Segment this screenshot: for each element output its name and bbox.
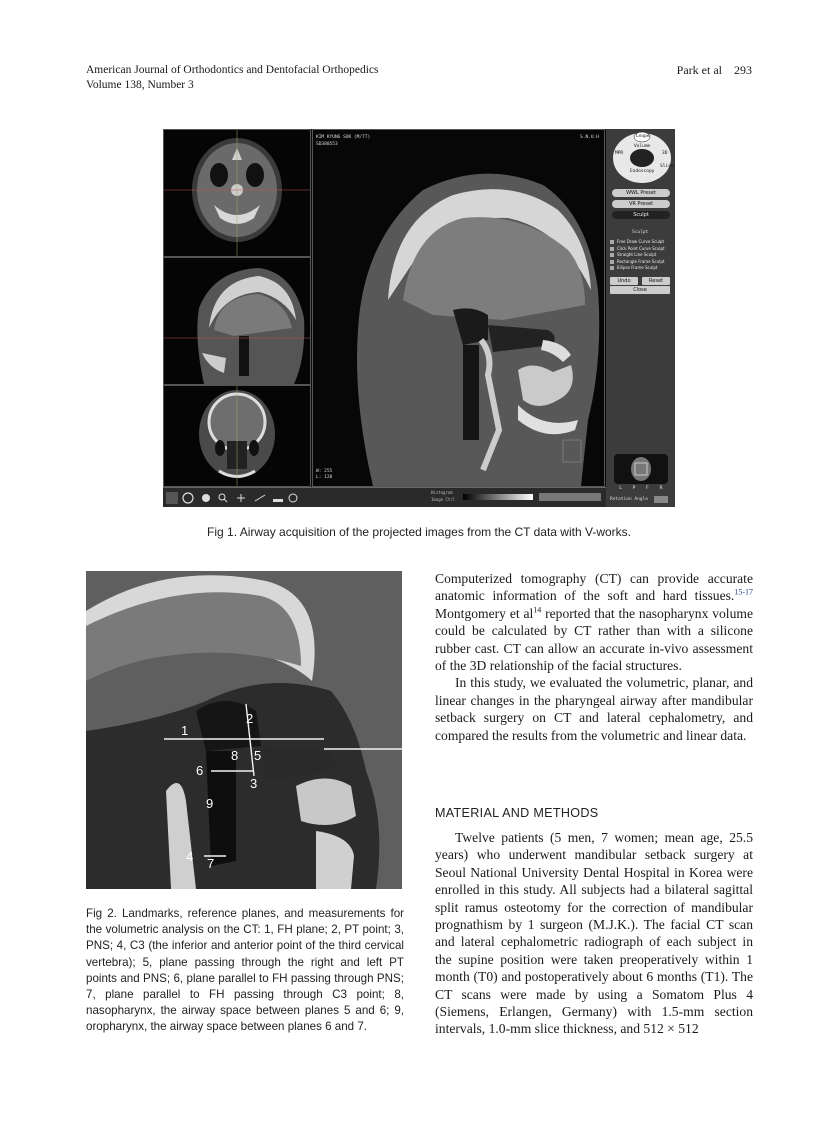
- window-level-readout: L: 128: [316, 475, 333, 480]
- thumbnail-views: [163, 129, 311, 487]
- window-level-slider[interactable]: [463, 494, 533, 500]
- landmark-label-4: 4: [186, 849, 194, 864]
- sculpt-option[interactable]: Straight Line Sculpt: [610, 252, 672, 259]
- mode-mpr-button[interactable]: MPR: [615, 151, 624, 156]
- sculpt-options-list: [610, 239, 672, 272]
- wwl-preset-button[interactable]: WWL Preset: [612, 189, 670, 197]
- author-running-head: Park et al: [676, 63, 722, 77]
- mode-loupe-button[interactable]: Loupe: [636, 134, 650, 139]
- sagittal-ct-landmarks-image: [86, 571, 402, 889]
- axial-ct-image: [164, 130, 310, 256]
- sculpt-option[interactable]: Rectangle Frame Sculpt: [610, 259, 672, 266]
- mode-wheel-icon: [612, 131, 672, 185]
- orientation-r-button[interactable]: R: [659, 486, 663, 491]
- navigation-cube[interactable]: [614, 454, 668, 484]
- orientation-f-button[interactable]: F: [646, 486, 649, 491]
- sagittal-ct-image: [164, 258, 310, 384]
- rotation-angle-input[interactable]: [654, 496, 668, 503]
- figure-1-caption: Fig 1. Airway acquisition of the projected images from the CT data with V-works.: [207, 525, 631, 539]
- mode-volume-button[interactable]: Volume: [634, 144, 651, 149]
- para1-text-c: reported that the nasopharynx volume could be calculated by CT rather than with a silicone rubber cast. CT can allow an accurate in-vivo assessment of the 3D relationship of the facial structures.: [435, 605, 753, 674]
- patient-id: SD380553: [316, 142, 338, 147]
- undo-button[interactable]: Undo: [610, 277, 638, 285]
- control-panel: [606, 129, 675, 507]
- citation-15-17[interactable]: 15-17: [734, 587, 753, 597]
- orientation-buttons: [614, 486, 668, 493]
- sculpt-button[interactable]: Sculpt: [612, 211, 670, 219]
- sculpt-option[interactable]: Ellipse Frame Sculpt: [610, 265, 672, 272]
- close-button[interactable]: Close: [610, 286, 670, 294]
- axial-view: [163, 129, 311, 257]
- sagittal-view: [163, 257, 311, 385]
- main-sagittal-view: [312, 129, 605, 487]
- paragraph-ct-accuracy: [435, 570, 753, 674]
- paragraph-methods: Twelve patients (5 men, 7 women; mean age, 25.5 years) who underwent mandibular setback surgery at Seoul National University Dental Hospital in Korea were enrolled in this study. All subjects had a bilateral sagittal split ramus osteotomy for the correction of mandibular prognathism by 1 surgeon (M.J.K.). The facial CT scan and lateral cephalometric radiograph of each subject in the supine position were taken preoperatively within 1 month (T0) and postoperatively about 6 months (T1). The CT scans were made by using a Somatom Plus 4 (Siemens, Erlangen, Germany) with 1.5-mm section intervals, 1.0-mm slice thickness, and 512 × 512: [435, 830, 753, 1037]
- rotation-angle-label: Rotation Angle: [610, 497, 648, 502]
- coronal-view: [163, 385, 311, 487]
- citation-14: 14: [533, 605, 542, 615]
- bottom-toolbar: [163, 487, 606, 507]
- landmark-label-3: 3: [250, 776, 258, 791]
- landmark-label-9: 9: [206, 796, 214, 811]
- section-heading: MATERIAL AND METHODS: [435, 806, 599, 820]
- intro-paragraphs: [435, 570, 753, 744]
- histogram-label[interactable]: Histogram: [431, 490, 453, 495]
- orientation-p-button[interactable]: P: [632, 486, 636, 491]
- landmark-label-6: 6: [196, 763, 204, 778]
- mode-slice-button[interactable]: Slice: [660, 164, 674, 169]
- mode-endoscopy-button[interactable]: Endoscopy: [630, 169, 655, 174]
- sculpt-option[interactable]: Free Draw Curve Sculpt: [610, 239, 672, 246]
- para1-text-b: Montgomery et al: [435, 605, 534, 621]
- reset-button[interactable]: Reset: [642, 277, 670, 285]
- figure-2-landmarks: [86, 571, 402, 889]
- running-header: [86, 63, 379, 93]
- head-orientation-icon: [614, 454, 668, 484]
- landmark-label-5: 5: [254, 748, 262, 763]
- vr-preset-button[interactable]: VR Preset: [612, 200, 670, 208]
- mode-selector: [612, 131, 672, 185]
- journal-volume: Volume 138, Number 3: [86, 79, 194, 91]
- methods-paragraph-container: [435, 829, 753, 1038]
- sculpt-option[interactable]: Click Point Curve Sculpt: [610, 246, 672, 253]
- paragraph-study-aim: In this study, we evaluated the volumetric, planar, and linear changes in the pharyngeal airway after mandibular setback surgery on CT and lateral cephalometry, and compared the results from the volumetric and linear data.: [435, 675, 753, 743]
- figure-2-caption: Fig 2. Landmarks, reference planes, and measurements for the volumetric analysis on the CT: 1, FH plane; 2, PT point; 3, PNS; 4, C3 (the inferior and anterior point of the third cervical vertebra); 5, plane passing through the right and left PT points and PNS; 6, plane parallel to FH passing through PNS; 7, plane parallel to FH passing through C3 point; 8, nasopharynx, the airway space between planes 5 and 6; 9, oropharynx, the airway space between planes 6 and 7.: [86, 907, 404, 1034]
- landmark-label-2: 2: [246, 711, 254, 726]
- patient-name: KIM KYUNG SUK (M/7T): [316, 135, 371, 140]
- landmark-label-1: 1: [181, 723, 189, 738]
- page-number: 293: [734, 63, 752, 77]
- figure-1-viewer-screenshot: [163, 129, 675, 507]
- para1-text-a: Computerized tomography (CT) can provide accurate anatomic information of the soft and hard tissues.: [435, 571, 753, 604]
- landmark-label-8: 8: [231, 748, 239, 763]
- image-ctrl-label[interactable]: Image Ctrl: [431, 497, 456, 502]
- mode-3d-button[interactable]: 3D: [662, 151, 668, 156]
- sculpt-section-title: Sculpt: [632, 230, 649, 235]
- orientation-l-button[interactable]: L: [619, 486, 622, 491]
- window-width-readout: W: 255: [316, 469, 333, 474]
- slider-controls[interactable]: [539, 493, 601, 501]
- journal-name: American Journal of Orthodontics and Dentofacial Orthopedics: [86, 64, 379, 76]
- coronal-ct-image: [164, 386, 310, 486]
- main-sagittal-ct-image: [313, 130, 604, 486]
- institution-label: S.N.U.H: [580, 135, 599, 140]
- landmark-label-7: 7: [207, 856, 215, 871]
- toolbar-icons: [165, 489, 305, 507]
- page-header-right: [665, 63, 752, 78]
